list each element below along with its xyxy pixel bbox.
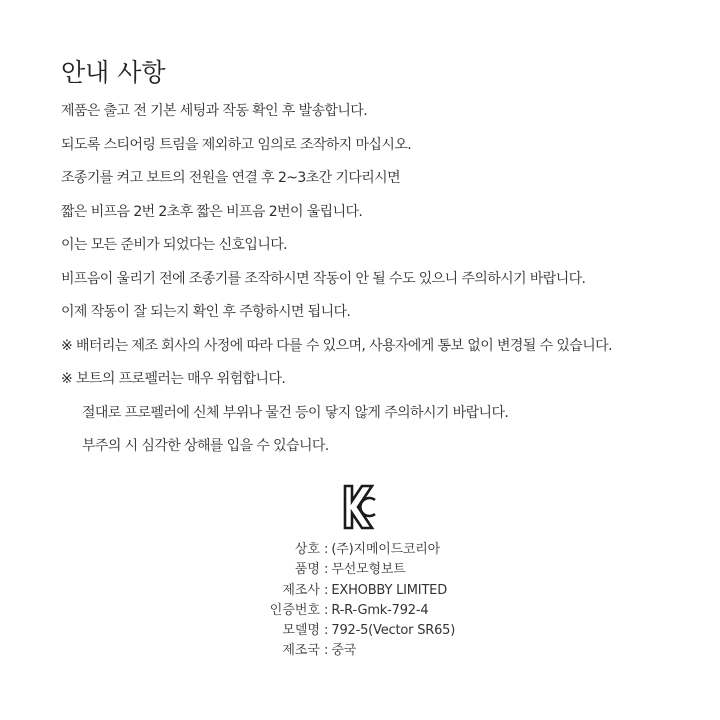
info-row-product [200, 560, 600, 580]
notice-line: 제품은 출고 전 기본 세팅과 작동 확인 후 발송합니다. [61, 103, 368, 119]
info-value: R-R-Gmk-792-4 [331, 602, 429, 618]
info-label: 품명 [294, 562, 320, 578]
info-separator: : [324, 623, 329, 639]
notice-line: 이제 작동이 잘 되는지 확인 후 주항하시면 됩니다. [61, 304, 351, 320]
notice-line: 되도록 스티어링 트림을 제외하고 임의로 조작하지 마십시오. [61, 136, 412, 153]
page-title: 안내 사항 [61, 58, 166, 87]
kc-certification-mark-icon [342, 484, 378, 530]
notice-line: 조종기를 켜고 보트의 전원을 연결 후 2~3초간 기다리시면 [61, 170, 401, 186]
notice-line: ※ 보트의 프로펠러는 매우 위험합니다. [61, 371, 286, 387]
certification-info [200, 540, 600, 662]
info-label: 제조국 [282, 643, 320, 659]
notice-line: 이는 모든 준비가 되었다는 신호입니다. [61, 237, 288, 253]
notice-line: 짧은 비프음 2번 2초후 짧은 비프음 2번이 울립니다. [61, 203, 363, 220]
info-label: 제조사 [282, 582, 320, 598]
info-row-origin [200, 641, 600, 661]
info-value: 무선모형보트 [331, 562, 406, 578]
info-row-cert-number [200, 601, 600, 621]
info-separator: : [324, 542, 329, 557]
notice-list [61, 99, 711, 468]
info-separator: : [324, 562, 329, 578]
info-label: 상호 [294, 542, 320, 557]
notice-line: 절대로 프로펠러에 신체 부위나 물건 등이 닿지 않게 주의하시기 바랍니다. [82, 404, 509, 421]
info-label: 모델명 [282, 623, 320, 639]
info-value: (주)지메이드코리아 [331, 542, 440, 557]
info-row-manufacturer [200, 581, 600, 601]
info-row-company [200, 540, 600, 560]
info-label: 인증번호 [269, 602, 320, 618]
info-value: 중국 [331, 643, 357, 659]
notice-line: 비프음이 울리기 전에 조종기를 조작하시면 작동이 안 될 수도 있으니 주의하시기 바랍니다. [61, 270, 586, 287]
info-value: EXHOBBY LIMITED [331, 582, 448, 598]
info-separator: : [324, 602, 329, 618]
info-row-model [200, 621, 600, 641]
info-separator: : [324, 582, 329, 598]
info-value: 792-5(Vector SR65) [331, 623, 456, 639]
info-separator: : [324, 643, 329, 659]
notice-line: 부주의 시 심각한 상해를 입을 수 있습니다. [82, 438, 329, 454]
notice-line: ※ 배터리는 제조 회사의 사정에 따라 다를 수 있으며, 사용자에게 통보 없이 변경될 수 있습니다. [61, 337, 612, 354]
